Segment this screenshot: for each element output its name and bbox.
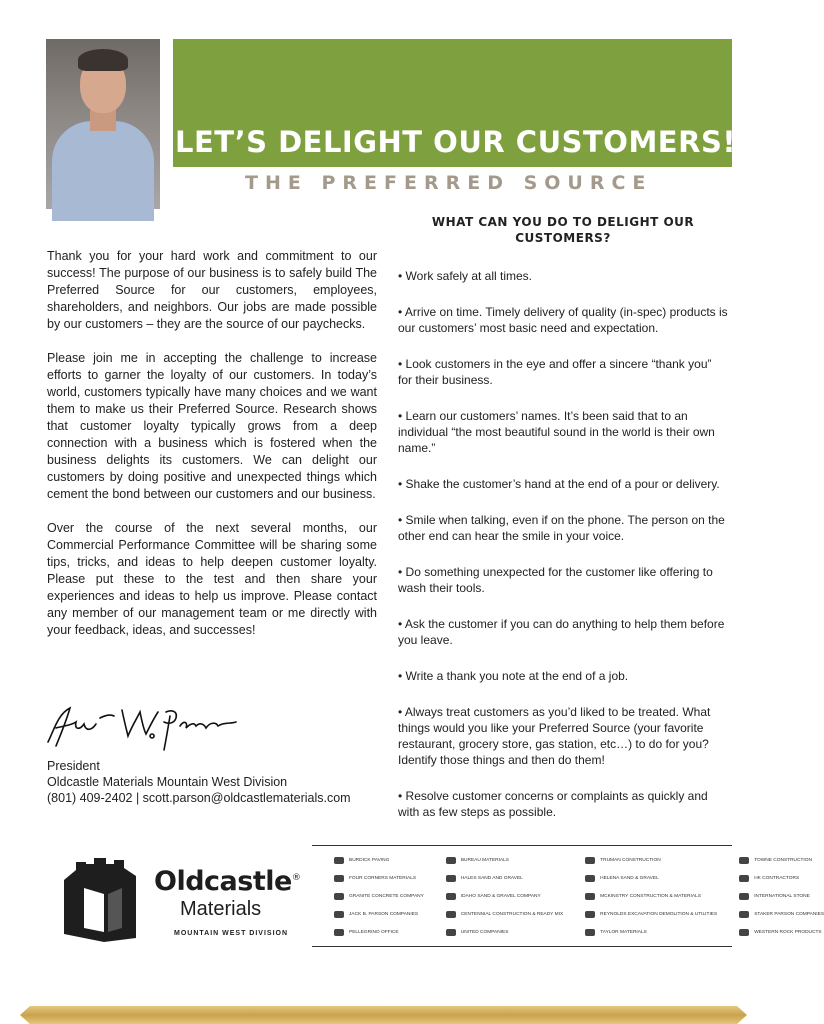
list-item: • Ask the customer if you can do anything to help them before you leave. [398,617,725,647]
list-item: • Do something unexpected for the customer like offering to wash their tools. [398,565,713,595]
company-logo-icon [739,929,749,936]
footer-decorative-bar [20,1006,747,1024]
list-item: TRUMAN CONSTRUCTION [563,852,717,868]
company-logo-icon [585,893,595,900]
handwritten-signature [40,700,240,756]
company-logo-icon [585,911,595,918]
logo-wordmark-line2: Materials [180,898,262,920]
company-logo-icon [739,911,749,918]
list-item: REYNOLDS EXCAVATION DEMOLITION & UTILITIES [563,906,717,922]
company-logo-icon [739,875,749,882]
company-logo-icon [334,911,344,918]
list-item: • Always treat customers as you’d liked to be treated. What things would you like your Preferred Source (your favorite restaurant, grocery store, gas station, etc…) to do for you? Identify those things and then do them! [398,705,711,767]
company-logo-icon [739,857,749,864]
signer-contact: (801) 409-2402 | scott.parson@oldcastlematerials.com [47,791,351,805]
list-item: TOWNE CONSTRUCTION [717,852,824,868]
list-item: STAKER PARSON COMPANIES [717,906,824,922]
list-item: • Work safely at all times. [398,269,533,283]
company-logo-icon [585,929,595,936]
list-item: JACK B. PARSON COMPANIES [312,906,424,922]
company-logo-icon [739,893,749,900]
company-logo-icon [446,929,456,936]
list-item: HK CONTRACTORS [717,870,824,886]
list-item: HALES SAND AND GRAVEL [424,870,563,886]
list-item: • Shake the customer’s hand at the end of a pour or delivery. [398,477,720,491]
president-photo [46,39,160,209]
company-logo-icon [334,893,344,900]
list-item: IDAHO SAND & GRAVEL COMPANY [424,888,563,904]
list-item: • Write a thank you note at the end of a job. [398,669,629,683]
list-item: • Look customers in the eye and offer a sincere “thank you” for their business. [398,357,712,387]
company-logo-icon [334,929,344,936]
list-item: TAYLOR MATERIALS [563,924,717,940]
list-item: MCKINSTRY CONSTRUCTION & MATERIALS [563,888,717,904]
letter-body [47,248,377,656]
logo-wordmark-line1: Oldcastle® [154,866,301,897]
company-logo-icon [446,911,456,918]
company-logo-icon [334,857,344,864]
letter-paragraph: Please join me in accepting the challenge to increase efforts to garner the loyalty of our customers. In today’s world, customers typically have many choices and we want them to make us their Preferred Source. Research shows that customer loyalty typically grows from a deep connection with a business which is fostered when the business delights its customers. We can delight our customers by doing positive and unexpected things which cement the bond between our customers and our business. [47,351,377,501]
company-logo-icon [585,857,595,864]
list-item: GRANITE CONCRETE COMPANY [312,888,424,904]
list-item: CENTENNIAL CONSTRUCTION & READY MIX [424,906,563,922]
signer-title: President [47,759,100,773]
list-item: • Smile when talking, even if on the phone. The person on the other end can hear the smile in your voice. [398,513,725,543]
logo-division: MOUNTAIN WEST DIVISION [174,930,289,937]
tips-list [398,268,728,840]
signature-block [47,758,377,806]
company-logos-grid [312,845,824,947]
oldcastle-logo [62,858,302,948]
company-logo-icon [334,875,344,882]
page-title: LET’S DELIGHT OUR CUSTOMERS! [175,125,737,159]
company-logo-icon [446,857,456,864]
list-item: • Resolve customer concerns or complaints as quickly and with as few steps as possible. [398,789,708,819]
company-logo-icon [585,875,595,882]
page-subtitle: THE PREFERRED SOURCE [245,172,653,194]
tips-heading: WHAT CAN YOU DO TO DELIGHT OUR CUSTOMERS? [431,215,695,245]
castle-tower-icon [62,858,146,942]
list-item: FOUR CORNERS MATERIALS [312,870,424,886]
list-item: BURDICK PAVING [312,852,424,868]
list-item: UNITED COMPANIES [424,924,563,940]
letter-paragraph: Over the course of the next several months, our Commercial Performance Committee will be sharing some tips, tricks, and ideas to help deepen customer loyalty. Please put these to the test and then share your experiences and ideas to help us improve. Please contact any member of our management team or me directly with your feedback, ideas, and successes! [47,521,377,637]
letter-paragraph: Thank you for your hard work and commitment to our success! The purpose of our business is to safely build The Preferred Source for our customers, employees, shareholders, and neighbors. Our jobs are made possible by our customers – they are the source of our paychecks. [47,249,377,331]
signer-organization: Oldcastle Materials Mountain West Division [47,775,288,789]
list-item: PELLEGRINO OFFICE [312,924,424,940]
title-banner [173,39,737,167]
list-item: • Learn our customers’ names. It’s been said that to an individual “the most beautiful sound in the world is their own name.” [398,409,715,455]
list-item: WESTERN ROCK PRODUCTS [717,924,824,940]
list-item: • Arrive on time. Timely delivery of quality (in-spec) products is our customers’ most basic need and expectation. [398,305,728,335]
company-logo-icon [446,893,456,900]
list-item: HELENA SAND & GRAVEL [563,870,717,886]
list-item: BUREAU MATERIALS [424,852,563,868]
list-item: INTERNATIONAL STONE [717,888,824,904]
company-logo-icon [446,875,456,882]
